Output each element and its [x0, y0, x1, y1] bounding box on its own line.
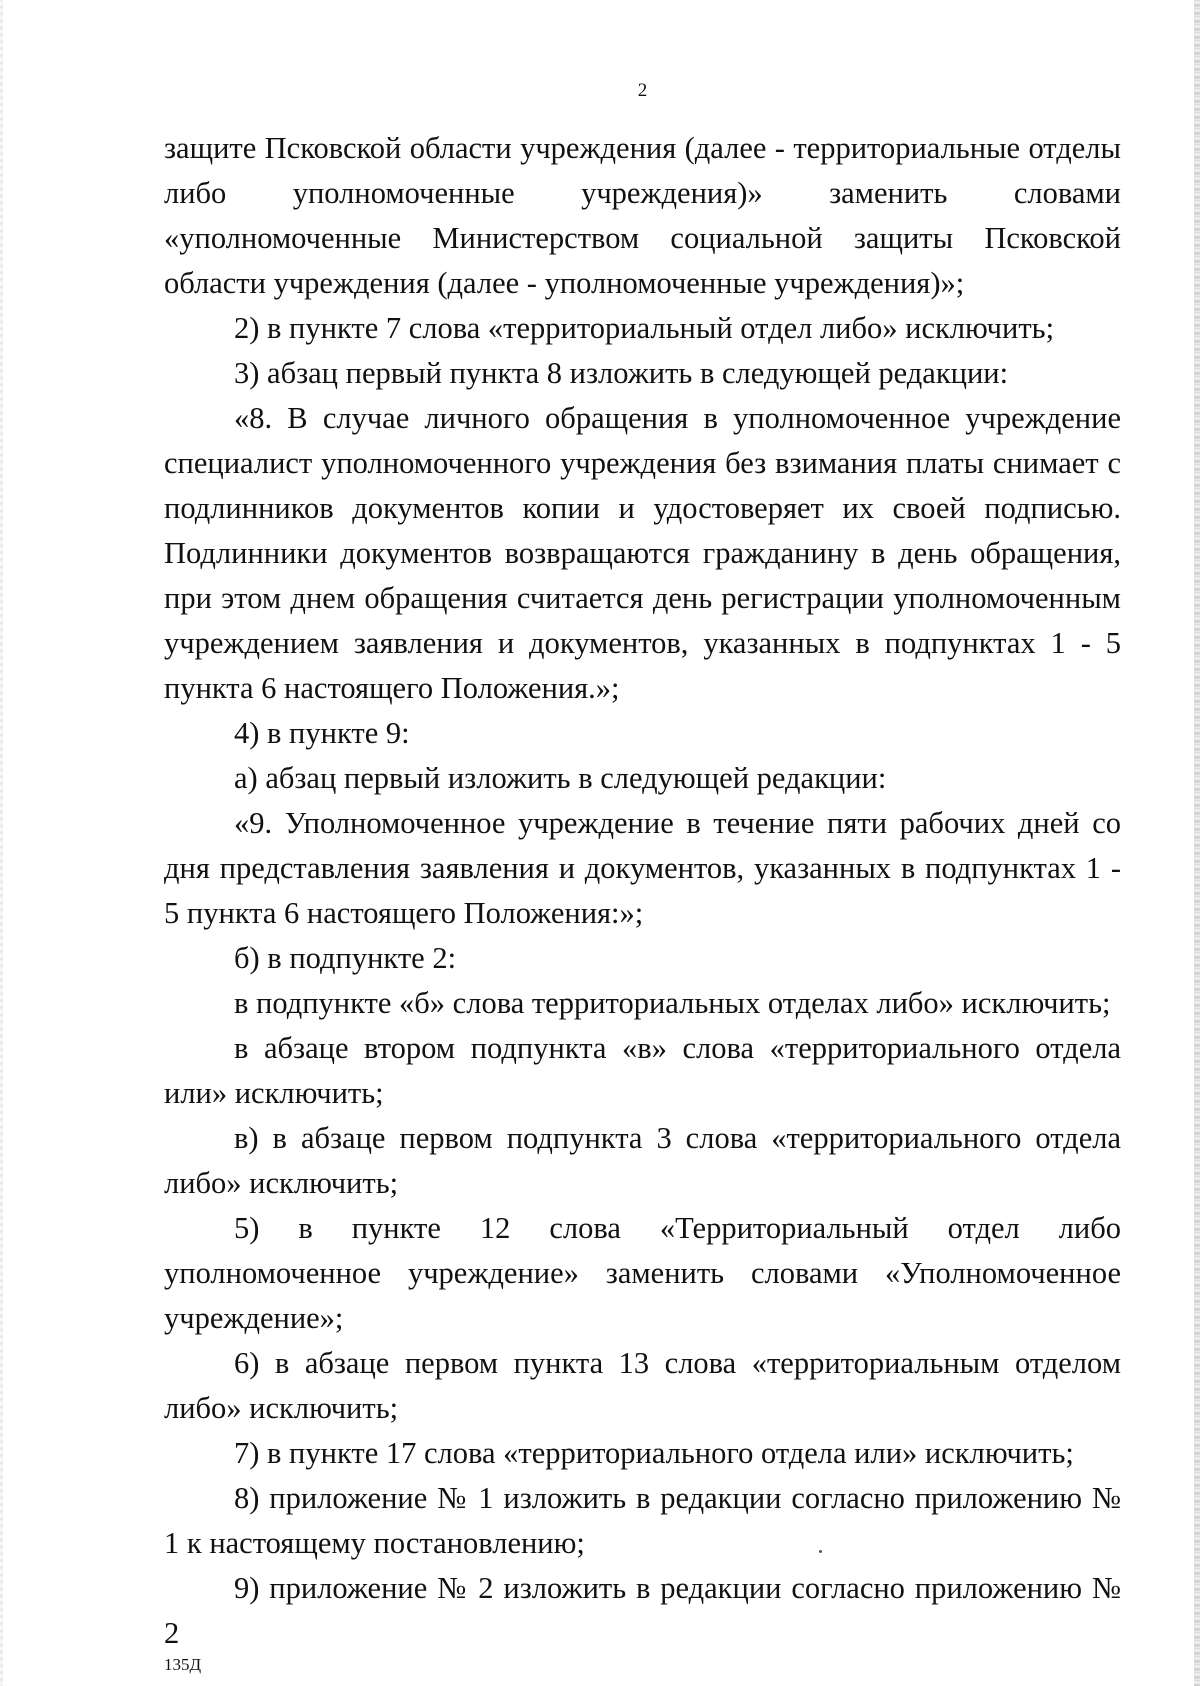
- document-body: [164, 126, 1121, 1656]
- paragraph: 5) в пункте 12 слова «Территориальный отдел либо уполномоченное учреждение» заменить словами «Уполномоченное учреждение»;: [164, 1211, 1121, 1335]
- paragraph: б) в подпункте 2:: [234, 941, 457, 975]
- scan-edge-left: [0, 0, 3, 1686]
- paragraph: 2) в пункте 7 слова «территориальный отдел либо» исключить;: [234, 311, 1055, 345]
- paragraph: 8) приложение № 1 изложить в редакции согласно приложению № 1 к настоящему постановлению;: [164, 1481, 1121, 1560]
- paragraph: 4) в пункте 9:: [234, 716, 410, 750]
- paragraph: 6) в абзаце первом пункта 13 слова «территориальным отделом либо» исключить;: [164, 1346, 1121, 1425]
- paragraph: в абзаце втором подпункта «в» слова «территориального отдела или» исключить;: [164, 1031, 1121, 1110]
- paragraph: в подпункте «б» слова территориальных отделах либо» исключить;: [234, 986, 1111, 1020]
- scan-speck: [819, 1550, 822, 1553]
- paragraph: 3) абзац первый пункта 8 изложить в следующей редакции:: [234, 356, 1009, 390]
- paragraph: 9) приложение № 2 изложить в редакции согласно приложению № 2: [164, 1571, 1121, 1650]
- paragraph: «8. В случае личного обращения в уполномоченное учреждение специалист уполномоченного учреждения без взимания платы снимает с подлинников документов копии и удостоверяет их своей подписью. Подлинники документов возвращаются гражданину в день обращения, при этом днем обращения считается день регистрации уполномоченным учреждением заявления и документов, указанных в подпунктах 1 - 5 пункта 6 настоящего Положения.»;: [164, 401, 1121, 705]
- paragraph: а) абзац первый изложить в следующей редакции:: [234, 761, 887, 795]
- page-number: 2: [637, 80, 648, 101]
- scan-edge-right: [1194, 0, 1200, 1686]
- paragraph: в) в абзаце первом подпункта 3 слова «территориального отдела либо» исключить;: [164, 1121, 1121, 1200]
- footer-code: 135Д: [164, 1655, 202, 1674]
- paragraph: защите Псковской области учреждения (далее - территориальные отделы либо уполномоченные учреждения)» заменить словами «уполномоченные Министерством социальной защиты Псковской области учреждения (далее - уполномоченные учреждения)»;: [164, 131, 1121, 300]
- paragraph: 7) в пункте 17 слова «территориального отдела или» исключить;: [234, 1436, 1074, 1470]
- paragraph: «9. Уполномоченное учреждение в течение пяти рабочих дней со дня представления заявления и документов, указанных в подпунктах 1 - 5 пункта 6 настоящего Положения:»;: [164, 806, 1121, 930]
